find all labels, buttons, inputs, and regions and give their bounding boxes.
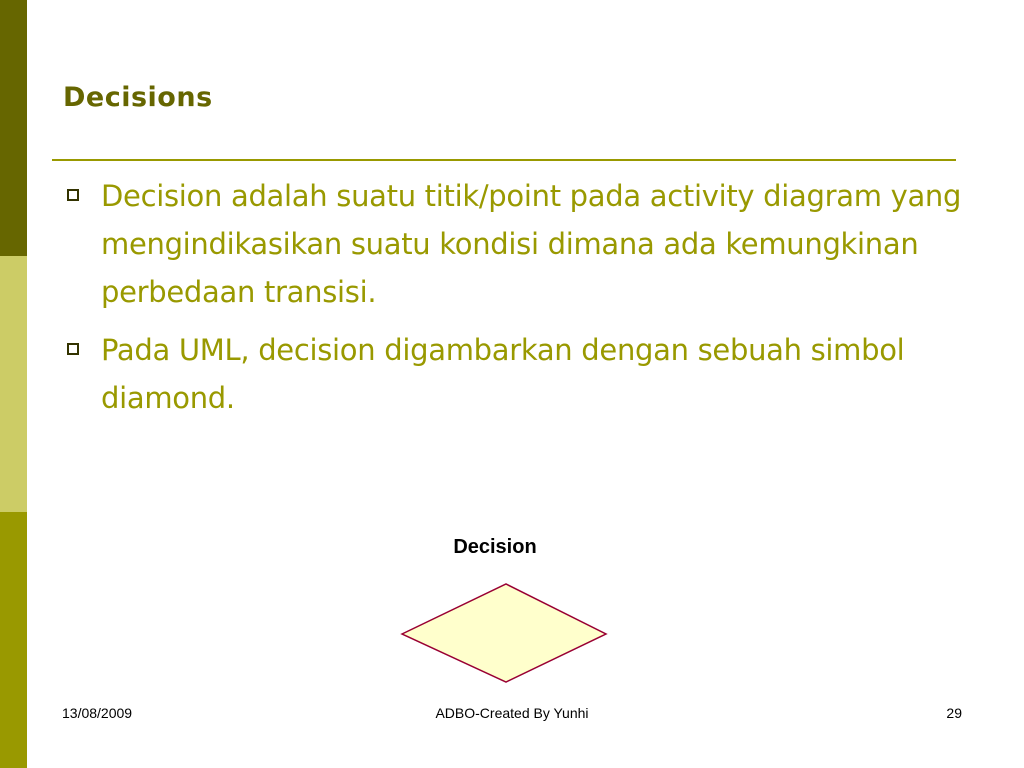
footer-date: 13/08/2009 xyxy=(62,705,133,721)
page-number: 29 xyxy=(946,705,962,721)
slide-title: Decisions xyxy=(63,82,213,113)
bullet-text: Pada UML, decision digambarkan dengan sebuah simbol diamond. xyxy=(101,333,905,415)
bullet-item xyxy=(64,172,984,316)
bullet-item xyxy=(64,326,984,422)
bullet-text: Decision adalah suatu titik/point pada activity diagram yang mengindikasikan suatu kondisi dimana ada kemungkinan perbedaan transisi. xyxy=(101,179,962,309)
square-bullet-icon xyxy=(67,189,79,201)
left-stripe-olive xyxy=(0,512,27,768)
bullet-list xyxy=(64,172,984,432)
diamond-polygon xyxy=(402,584,606,682)
diagram-label: Decision xyxy=(453,536,537,558)
footer-credit: ADBO-Created By Yunhi xyxy=(435,705,589,721)
left-stripe-light xyxy=(0,256,27,512)
title-divider xyxy=(52,159,956,161)
decision-diamond-shape xyxy=(400,582,610,684)
square-bullet-icon xyxy=(67,343,79,355)
left-stripe-dark xyxy=(0,0,27,256)
